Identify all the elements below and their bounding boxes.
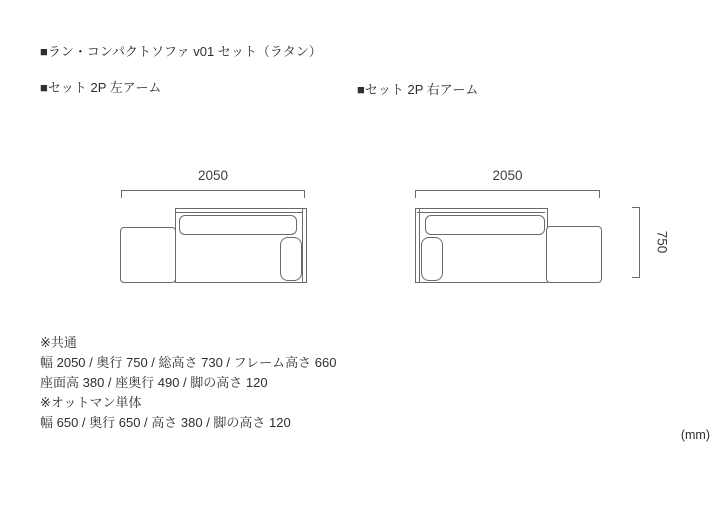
spec-text-block	[40, 333, 336, 433]
depth-dimension-line	[632, 207, 640, 278]
spec-common-line1: 幅 2050 / 奥行 750 / 総高さ 730 / フレーム高さ 660	[40, 355, 337, 370]
arm-cushion-right-side	[280, 237, 302, 281]
spec-common-header: ※共通	[40, 335, 77, 350]
width-dimension-label-left: 2050	[197, 168, 229, 183]
page-title: ■ラン・コンパクトソファ v01 セット（ラタン）	[40, 44, 322, 59]
section-label-left-arm: ■セット 2P 左アーム	[40, 80, 162, 95]
spec-ottoman-header: ※オットマン単体	[40, 395, 142, 410]
back-cushion	[425, 215, 545, 235]
arm-cushion-left-side	[421, 237, 443, 281]
ottoman	[546, 226, 602, 283]
ottoman	[120, 227, 176, 283]
width-dimension-line-left	[121, 190, 305, 198]
spec-ottoman-line1: 幅 650 / 奥行 650 / 高さ 380 / 脚の高さ 120	[40, 415, 291, 430]
back-cushion	[179, 215, 297, 235]
sofa-frame-inner-top-line	[176, 212, 303, 213]
sofa-frame-inner-left-line	[419, 209, 420, 282]
sofa-frame-inner-right-line	[302, 209, 303, 282]
sofa-frame-inner-top-line	[417, 212, 545, 213]
unit-label: (mm)	[680, 428, 710, 442]
width-dimension-label-right: 2050	[492, 168, 523, 183]
depth-dimension-label: 750	[654, 230, 670, 254]
width-dimension-line-right	[415, 190, 600, 198]
spec-common-line2: 座面高 380 / 座奥行 490 / 脚の高さ 120	[40, 375, 268, 390]
section-label-right-arm: ■セット 2P 右アーム	[357, 82, 479, 97]
